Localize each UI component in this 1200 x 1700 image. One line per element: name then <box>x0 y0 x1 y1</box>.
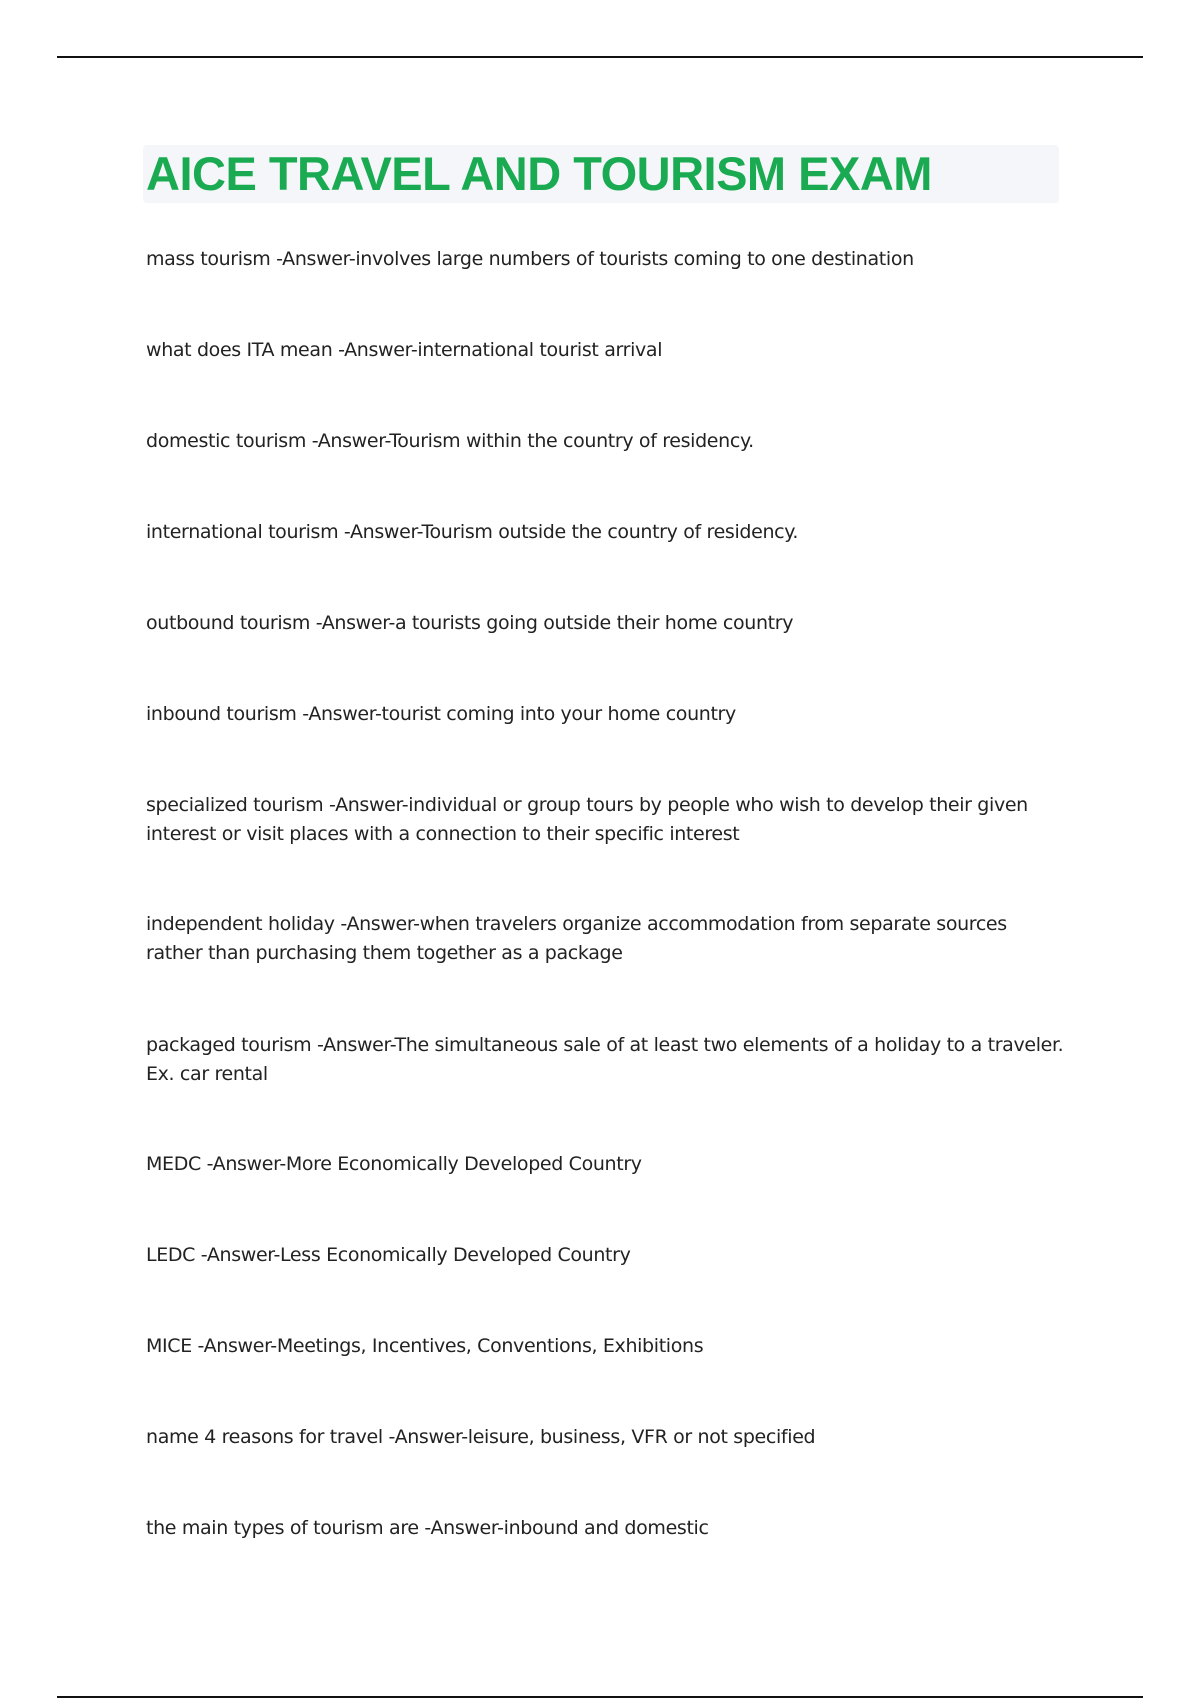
flashcard-entry-mice: MICE -Answer-Meetings, Incentives, Conventions, Exhibitions <box>146 1335 704 1357</box>
flashcard-entry-main-types: the main types of tourism are -Answer-inbound and domestic <box>146 1517 709 1539</box>
flashcard-entry-medc: MEDC -Answer-More Economically Developed Country <box>146 1153 642 1175</box>
flashcard-entry-international-tourism: international tourism -Answer-Tourism outside the country of residency. <box>146 521 799 543</box>
flashcard-entry-specialized-tourism: specialized tourism -Answer-individual or group tours by people who wish to develop their given interest or visit places with a connection to their specific interest <box>146 794 1028 845</box>
flashcard-entry-domestic-tourism: domestic tourism -Answer-Tourism within the country of residency. <box>146 430 754 452</box>
flashcard-entry-inbound-tourism: inbound tourism -Answer-tourist coming into your home country <box>146 703 736 725</box>
flashcard-entry-independent-holiday: independent holiday -Answer-when travelers organize accommodation from separate sources rather than purchasing them together as a package <box>146 913 1007 964</box>
flashcard-entry-ita: what does ITA mean -Answer-international tourist arrival <box>146 339 663 361</box>
header-rule <box>57 56 1143 58</box>
flashcard-entry-packaged-tourism: packaged tourism -Answer-The simultaneous sale of at least two elements of a holiday to a traveler. Ex. car rental <box>146 1034 1064 1085</box>
document-title: AICE TRAVEL AND TOURISM EXAM <box>146 147 932 200</box>
flashcard-entry-reasons-for-travel: name 4 reasons for travel -Answer-leisure, business, VFR or not specified <box>146 1426 816 1448</box>
footer-rule <box>57 1696 1143 1698</box>
flashcard-entry-outbound-tourism: outbound tourism -Answer-a tourists going outside their home country <box>146 612 794 634</box>
flashcard-entry-ledc: LEDC -Answer-Less Economically Developed Country <box>146 1244 631 1266</box>
flashcard-entry-mass-tourism: mass tourism -Answer-involves large numbers of tourists coming to one destination <box>146 248 914 270</box>
